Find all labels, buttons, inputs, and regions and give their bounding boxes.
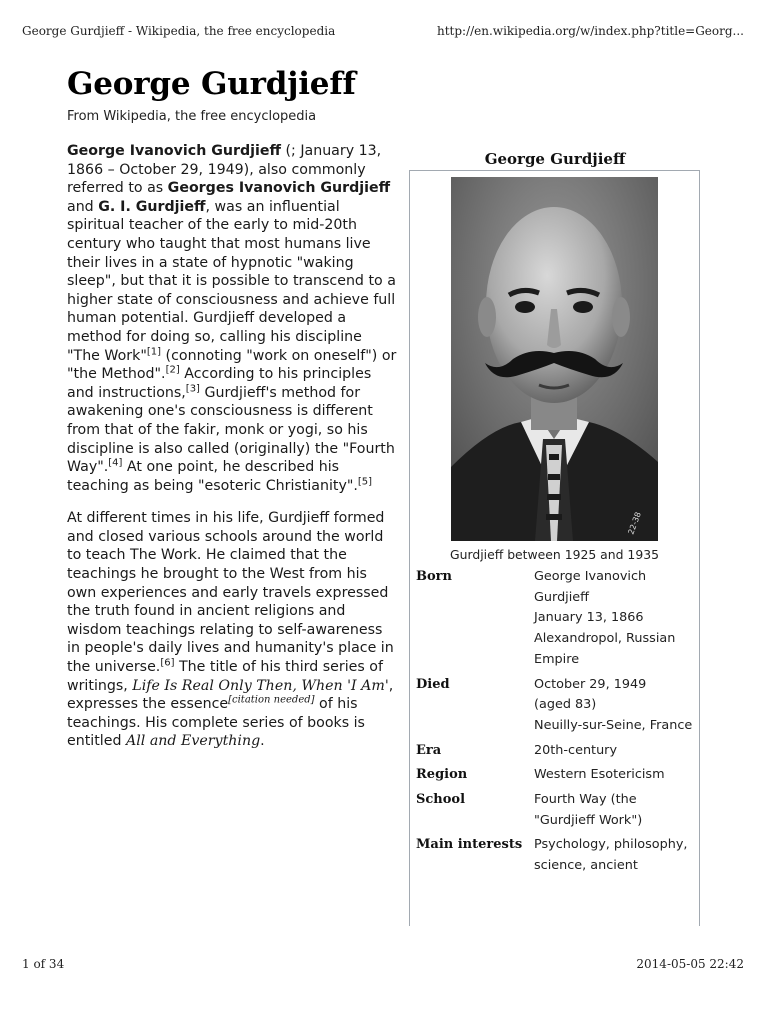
subject-name: George Ivanovich Gurdjieff [67,143,281,159]
era-label: Era [416,742,442,758]
born-value [534,567,696,675]
infobox-row-era [416,741,696,766]
citation-link[interactable]: [5] [357,475,373,487]
text-run: , expresses the essence [67,677,394,713]
born-name: George Ivanovich Gurdjieff [534,569,647,605]
born-place-link[interactable]: Alexandropol, Russian Empire [534,631,676,667]
region-label: Region [416,767,468,783]
page-subtitle: From Wikipedia, the free encyclopedia [67,109,317,124]
region-value[interactable]: Western Esotericism [534,767,665,783]
died-age: (aged 83) [534,697,597,713]
print-header-title: George Gurdjieff - Wikipedia, the free encyclopedia [22,24,336,38]
died-date: October 29, 1949 [534,676,647,692]
page-title: George Gurdjieff [67,66,356,102]
text-run: According to his principles and instructions, [67,366,372,401]
photo-mark: 22-38 [626,510,643,536]
interests-label: Main interests [416,837,523,853]
paragraph-schools [67,509,397,751]
citation-needed-link[interactable] [228,694,314,705]
article-body [67,142,397,765]
text-run: The title of his third series of writings, [67,659,383,694]
text-run: , was an influential spiritual teacher of the early to mid-20th century who taught that most humans live their lives in a state of hypnotic "waking sleep", but that it is possible to transcend to a higher state of consciousness and achieve full human potential. Gurdjieff developed a method for doing so, calling his discipline "The Work" [67,198,396,364]
infobox-row-region [416,765,696,790]
died-place-link[interactable]: Neuilly-sur-Seine, France [534,717,693,733]
era-value[interactable]: 20th-century [534,742,618,758]
alt-name-2: G. I. Gurdjieff [98,198,206,215]
infobox [409,170,700,926]
alt-name-1: Georges Ivanovich Gurdjieff [167,180,391,197]
book-title-link[interactable]: Life Is Real Only Then, When 'I Am' [132,677,389,694]
died-label: Died [416,676,450,692]
book-series-link[interactable]: All and Everything [125,733,261,750]
paragraph-intro [67,142,397,495]
citation-link[interactable]: [2] [165,364,180,376]
text-run: and [67,198,99,215]
citation-link[interactable]: [4] [108,457,123,469]
infobox-row-died [416,675,696,741]
text-run: At different times in his life, Gurdjieff formed and closed various schools around the world to teach The Work. He claimed that the teachings he brought to the West from his own experiences and early travels expressed the truth found in ancient religions and wisdom teachings relating to self-awareness in people's daily lives and humanity's place in the universe. [67,510,394,676]
print-footer-page-count: 1 of 34 [22,957,65,971]
interests-value[interactable]: Psychology, philosophy, science, ancient [534,837,688,874]
text-run: At one point, he described his teaching as being "esoteric Christianity". [67,459,358,494]
infobox-row-interests [416,835,696,880]
infobox-row-school [416,790,696,835]
text-run: (connoting "work on oneself") or "the Method". [67,347,397,383]
citation-link[interactable]: [3] [185,382,200,394]
text-run: Gurdjieff's method for awakening one's consciousness is different from that of the fakir, monk or yogi, so his discipline is also called (originally) the "Fourth Way". [67,384,395,476]
print-header-url: http://en.wikipedia.org/w/index.php?title=Georg... [436,24,744,38]
print-footer-timestamp: 2014-05-05 22:42 [636,957,744,971]
infobox-table [416,567,696,881]
infobox-row-born [416,567,696,675]
born-date: January 13, 1866 [534,610,644,626]
citation-link[interactable]: [1] [146,345,162,357]
died-value [534,675,696,741]
school-value[interactable]: Fourth Way (the "Gurdjieff Work") [534,792,643,828]
photo-caption: Gurdjieff between 1925 and 1935 [450,547,659,562]
born-label: Born [416,569,452,584]
citation-needed-text[interactable]: [citation needed] [228,694,315,706]
citation-link[interactable]: [6] [160,657,175,669]
infobox-title: George Gurdjieff [484,150,626,168]
text-run: of his teachings. His complete series of books is entitled [67,696,365,750]
portrait-photo[interactable] [451,177,658,541]
text-run: . [260,733,265,750]
school-label: School [416,792,466,808]
text-run: (; January 13, 1866 – October 29, 1949), also commonly referred to as [67,143,382,197]
